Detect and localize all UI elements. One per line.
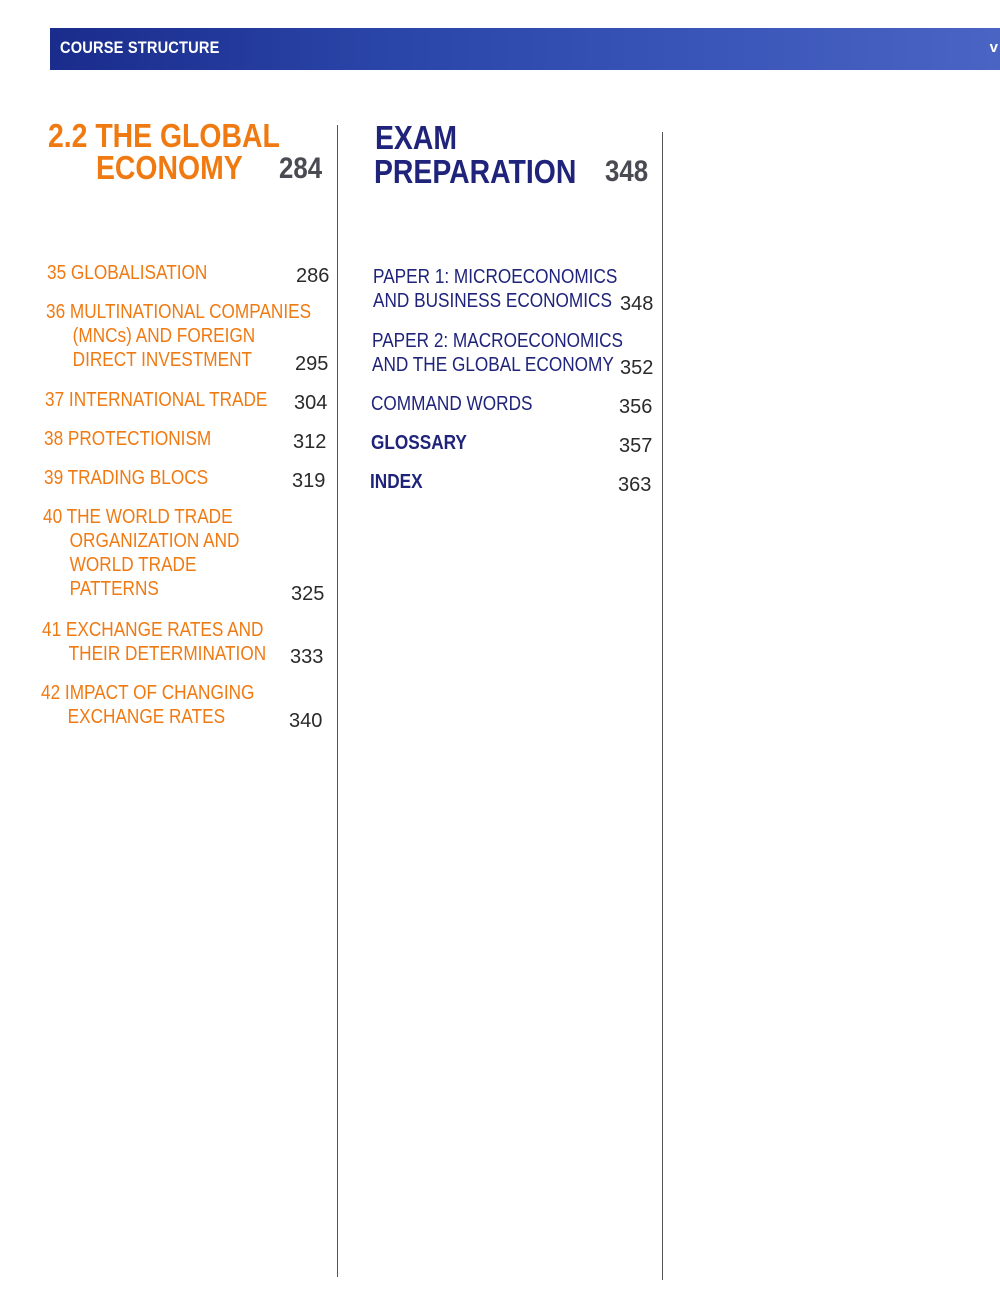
header-title: COURSE STRUCTURE (60, 38, 220, 57)
toc-entry-index[interactable] (370, 470, 423, 494)
toc-entry-39-page: 319 (292, 470, 326, 492)
toc-entry-42-page: 340 (289, 710, 323, 732)
toc-entry-37[interactable] (45, 388, 267, 412)
toc-entry-39[interactable] (44, 466, 208, 490)
toc-entry-35-page: 286 (296, 265, 330, 287)
toc-entry-command-words[interactable] (371, 392, 532, 416)
header-band (50, 28, 1000, 70)
toc-entry-39-line1: 39 TRADING BLOCS (44, 467, 209, 489)
toc-entry-paper2-line2: AND THE GLOBAL ECONOMY (372, 354, 614, 376)
section-page-number: 284 (279, 152, 323, 185)
exam-page-number: 348 (605, 155, 649, 188)
toc-entry-paper2-page: 352 (620, 357, 654, 379)
section-title-line1: 2.2 THE GLOBAL (48, 117, 280, 154)
toc-entry-40-line1: 40 THE WORLD TRADE (43, 506, 233, 528)
toc-entry-40-line2: ORGANIZATION AND (69, 530, 240, 552)
toc-entry-paper2[interactable] (372, 329, 623, 377)
toc-entry-42-line2: EXCHANGE RATES (67, 706, 226, 728)
toc-entry-40-page: 325 (291, 583, 325, 605)
toc-entry-command-words-label: COMMAND WORDS (371, 393, 533, 415)
toc-entry-41[interactable] (42, 618, 266, 666)
toc-entry-40-line4: PATTERNS (69, 578, 159, 600)
toc-entry-38-line1: 38 PROTECTIONISM (44, 428, 212, 450)
toc-entry-41-line2: THEIR DETERMINATION (68, 643, 267, 665)
toc-entry-36-line2: (MNCs) AND FOREIGN (72, 325, 256, 347)
toc-entry-41-page: 333 (290, 646, 324, 668)
toc-entry-paper2-line1: PAPER 2: MACROECONOMICS (372, 330, 624, 352)
toc-entry-42[interactable] (41, 681, 254, 729)
toc-entry-40-line3: WORLD TRADE (69, 554, 197, 576)
toc-entry-glossary-page: 357 (619, 435, 653, 457)
toc-entry-paper1[interactable] (373, 265, 617, 313)
column-divider-left (337, 125, 338, 1277)
toc-entry-paper1-line1: PAPER 1: MICROECONOMICS (373, 266, 618, 288)
toc-entry-36-line3: DIRECT INVESTMENT (72, 349, 253, 371)
toc-entry-index-label: INDEX (370, 471, 423, 493)
toc-entry-38-page: 312 (293, 431, 327, 453)
toc-entry-42-line1: 42 IMPACT OF CHANGING (41, 682, 255, 704)
toc-entry-36[interactable] (46, 300, 311, 372)
exam-title-line1: EXAM (375, 119, 457, 156)
toc-entry-36-page: 295 (295, 353, 329, 375)
header-page-number: v (989, 39, 998, 56)
section-title-line2: ECONOMY (96, 149, 243, 186)
toc-entry-40[interactable] (43, 505, 239, 601)
toc-entry-index-page: 363 (618, 474, 652, 496)
toc-entry-glossary-label: GLOSSARY (371, 432, 467, 454)
toc-entry-command-words-page: 356 (619, 396, 653, 418)
toc-entry-glossary[interactable] (371, 431, 467, 455)
toc-entry-paper1-page: 348 (620, 293, 654, 315)
toc-entry-35[interactable] (47, 261, 207, 285)
toc-entry-36-line1: 36 MULTINATIONAL COMPANIES (46, 301, 312, 323)
toc-entry-35-line1: 35 GLOBALISATION (47, 262, 208, 284)
toc-entry-37-line1: 37 INTERNATIONAL TRADE (45, 389, 268, 411)
toc-entry-41-line1: 41 EXCHANGE RATES AND (42, 619, 264, 641)
toc-entry-37-page: 304 (294, 392, 328, 414)
exam-title-line2: PREPARATION (374, 153, 577, 190)
toc-entry-38[interactable] (44, 427, 211, 451)
toc-entry-paper1-line2: AND BUSINESS ECONOMICS (373, 290, 612, 312)
column-divider-right (662, 132, 663, 1280)
